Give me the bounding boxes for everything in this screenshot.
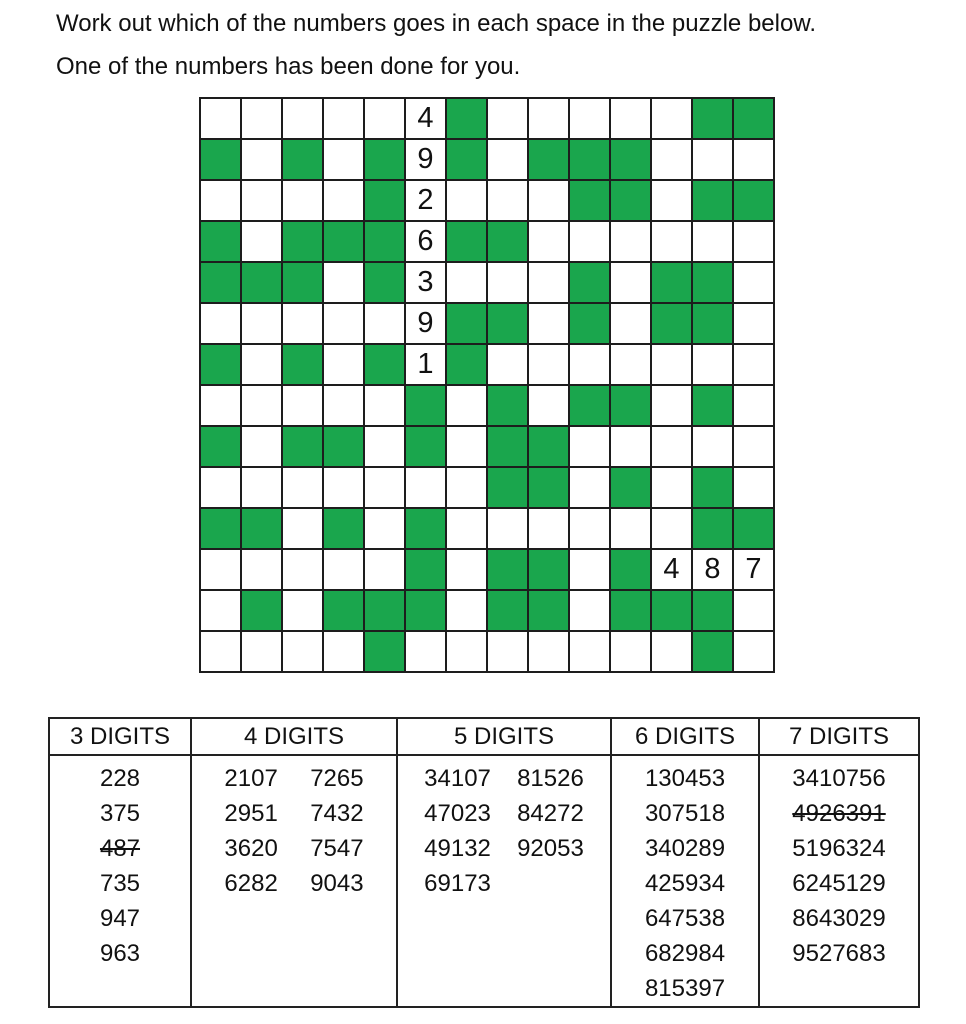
grid-cell-empty[interactable] — [487, 98, 528, 139]
grid-cell-empty[interactable] — [282, 303, 323, 344]
grid-cell-blocked — [528, 590, 569, 631]
bank-number: 375 — [99, 800, 141, 827]
grid-cell-empty[interactable] — [487, 344, 528, 385]
grid-cell-blocked — [282, 344, 323, 385]
grid-cell-blocked — [323, 221, 364, 262]
bank-number: 47023 — [424, 800, 491, 827]
grid-cell-blocked — [692, 303, 733, 344]
grid-cell-empty[interactable] — [569, 631, 610, 672]
grid-cell-empty[interactable] — [569, 98, 610, 139]
grid-cell-empty[interactable] — [446, 426, 487, 467]
grid-cell-empty[interactable] — [200, 631, 241, 672]
grid-cell-empty[interactable] — [323, 467, 364, 508]
grid-cell-blocked — [610, 467, 651, 508]
grid-cell-blocked — [282, 221, 323, 262]
grid-cell-empty[interactable] — [528, 631, 569, 672]
grid-cell-blocked — [364, 221, 405, 262]
grid-cell-empty[interactable] — [200, 467, 241, 508]
grid-cell-empty[interactable] — [241, 180, 282, 221]
grid-cell-prefilled: 9 — [405, 303, 446, 344]
grid-cell-empty[interactable] — [692, 426, 733, 467]
grid-cell-empty[interactable] — [569, 221, 610, 262]
bank-number: 2951 — [224, 800, 278, 827]
grid-cell-empty[interactable] — [528, 262, 569, 303]
grid-cell-empty[interactable] — [241, 221, 282, 262]
grid-cell-empty[interactable] — [282, 98, 323, 139]
grid-cell-empty[interactable] — [282, 590, 323, 631]
bank-number: 647538 — [644, 905, 726, 932]
bank-number: 3620 — [224, 835, 278, 862]
grid-cell-empty[interactable] — [733, 262, 774, 303]
grid-cell-blocked — [405, 590, 446, 631]
grid-cell-blocked — [487, 467, 528, 508]
grid-cell-empty[interactable] — [528, 221, 569, 262]
grid-cell-empty[interactable] — [733, 467, 774, 508]
grid-cell-blocked — [241, 590, 282, 631]
bank-number: 963 — [99, 940, 141, 967]
grid-cell-blocked — [405, 426, 446, 467]
bank-number: 7547 — [310, 835, 364, 862]
grid-cell-empty[interactable] — [651, 631, 692, 672]
grid-cell-prefilled: 7 — [733, 549, 774, 590]
bank-column-4-digits — [191, 718, 397, 1007]
grid-cell-empty[interactable] — [241, 549, 282, 590]
grid-cell-empty[interactable] — [651, 508, 692, 549]
grid-cell-empty[interactable] — [528, 344, 569, 385]
grid-cell-prefilled: 8 — [692, 549, 733, 590]
bank-number: 69173 — [424, 870, 491, 897]
grid-cell-blocked — [200, 139, 241, 180]
bank-number: 9043 — [310, 870, 364, 897]
bank-number: 682984 — [644, 940, 726, 967]
bank-column-header: 4 DIGITS — [192, 719, 396, 756]
grid-cell-prefilled: 3 — [405, 262, 446, 303]
grid-cell-prefilled: 1 — [405, 344, 446, 385]
bank-number: 7265 — [310, 765, 364, 792]
bank-number: 425934 — [644, 870, 726, 897]
bank-number: 84272 — [517, 800, 584, 827]
bank-number-struck: 4926391 — [792, 800, 886, 827]
grid-cell-empty[interactable] — [323, 303, 364, 344]
puzzle-grid — [199, 97, 775, 673]
grid-cell-blocked — [487, 590, 528, 631]
grid-cell-blocked — [692, 508, 733, 549]
grid-cell-prefilled: 2 — [405, 180, 446, 221]
grid-cell-blocked — [569, 139, 610, 180]
bank-number: 92053 — [517, 835, 584, 862]
grid-cell-blocked — [528, 139, 569, 180]
grid-cell-empty[interactable] — [364, 549, 405, 590]
grid-cell-empty[interactable] — [241, 139, 282, 180]
grid-cell-blocked — [446, 139, 487, 180]
instruction-line-1: Work out which of the numbers goes in each space in the puzzle below. — [56, 10, 816, 37]
grid-cell-blocked — [733, 98, 774, 139]
bank-number-list — [100, 761, 140, 971]
grid-cell-blocked — [610, 385, 651, 426]
bank-number: 2107 — [224, 765, 278, 792]
grid-cell-empty[interactable] — [487, 139, 528, 180]
grid-cell-blocked — [446, 344, 487, 385]
grid-cell-empty[interactable] — [282, 385, 323, 426]
grid-cell-empty[interactable] — [651, 344, 692, 385]
grid-cell-blocked — [323, 590, 364, 631]
grid-cell-empty[interactable] — [651, 139, 692, 180]
bank-column-header: 6 DIGITS — [612, 719, 758, 756]
grid-cell-empty[interactable] — [528, 180, 569, 221]
grid-cell-blocked — [651, 590, 692, 631]
grid-cell-blocked — [610, 549, 651, 590]
bank-column-body — [398, 756, 610, 901]
grid-cell-empty[interactable] — [364, 98, 405, 139]
grid-cell-empty[interactable] — [282, 631, 323, 672]
grid-cell-empty[interactable] — [323, 98, 364, 139]
bank-number: 81526 — [517, 765, 584, 792]
grid-cell-empty[interactable] — [200, 98, 241, 139]
grid-cell-empty[interactable] — [323, 631, 364, 672]
grid-cell-empty[interactable] — [528, 508, 569, 549]
number-bank-table — [48, 717, 920, 1008]
grid-cell-blocked — [323, 508, 364, 549]
grid-cell-empty[interactable] — [364, 508, 405, 549]
grid-cell-blocked — [569, 180, 610, 221]
grid-cell-empty[interactable] — [733, 344, 774, 385]
grid-cell-empty[interactable] — [200, 590, 241, 631]
grid-cell-empty[interactable] — [610, 508, 651, 549]
bank-number: 815397 — [644, 975, 726, 1002]
grid-cell-empty[interactable] — [651, 426, 692, 467]
grid-cell-empty[interactable] — [610, 221, 651, 262]
bank-number: 130453 — [644, 765, 726, 792]
grid-cell-empty[interactable] — [487, 508, 528, 549]
grid-cell-blocked — [200, 262, 241, 303]
grid-cell-blocked — [610, 590, 651, 631]
grid-cell-empty[interactable] — [446, 262, 487, 303]
grid-cell-empty[interactable] — [692, 221, 733, 262]
grid-cell-empty[interactable] — [651, 221, 692, 262]
grid-cell-blocked — [364, 631, 405, 672]
grid-cell-empty[interactable] — [364, 426, 405, 467]
grid-cell-empty[interactable] — [241, 426, 282, 467]
bank-column-body — [192, 756, 396, 901]
grid-cell-empty[interactable] — [282, 508, 323, 549]
grid-cell-blocked — [487, 426, 528, 467]
grid-cell-empty[interactable] — [241, 303, 282, 344]
bank-number-list — [424, 761, 491, 901]
bank-column-3-digits — [49, 718, 191, 1007]
grid-cell-blocked — [364, 262, 405, 303]
grid-cell-empty[interactable] — [241, 98, 282, 139]
grid-cell-empty[interactable] — [487, 262, 528, 303]
grid-cell-blocked — [446, 221, 487, 262]
grid-cell-empty[interactable] — [569, 590, 610, 631]
grid-cell-empty[interactable] — [200, 549, 241, 590]
grid-cell-empty[interactable] — [569, 549, 610, 590]
grid-cell-empty[interactable] — [446, 180, 487, 221]
grid-cell-empty[interactable] — [610, 303, 651, 344]
grid-cell-blocked — [200, 221, 241, 262]
grid-cell-blocked — [487, 221, 528, 262]
grid-cell-empty[interactable] — [446, 508, 487, 549]
bank-column-6-digits — [611, 718, 759, 1007]
grid-cell-blocked — [200, 344, 241, 385]
bank-number: 6282 — [224, 870, 278, 897]
bank-number: 228 — [99, 765, 141, 792]
bank-column-header: 3 DIGITS — [50, 719, 190, 756]
grid-cell-prefilled: 6 — [405, 221, 446, 262]
bank-number: 735 — [99, 870, 141, 897]
grid-cell-empty[interactable] — [446, 385, 487, 426]
grid-cell-blocked — [733, 508, 774, 549]
grid-cell-empty[interactable] — [241, 467, 282, 508]
bank-number: 49132 — [424, 835, 491, 862]
grid-cell-empty[interactable] — [405, 631, 446, 672]
grid-cell-empty[interactable] — [323, 385, 364, 426]
bank-number: 6245129 — [792, 870, 886, 897]
grid-cell-prefilled: 9 — [405, 139, 446, 180]
grid-cell-empty[interactable] — [241, 631, 282, 672]
grid-cell-blocked — [323, 426, 364, 467]
grid-cell-empty[interactable] — [569, 344, 610, 385]
bank-number: 307518 — [644, 800, 726, 827]
grid-cell-empty[interactable] — [651, 467, 692, 508]
grid-cell-empty[interactable] — [733, 221, 774, 262]
grid-cell-blocked — [446, 98, 487, 139]
grid-cell-empty[interactable] — [692, 344, 733, 385]
bank-column-body — [760, 756, 918, 971]
grid-cell-blocked — [610, 180, 651, 221]
grid-cell-empty[interactable] — [446, 631, 487, 672]
grid-cell-empty[interactable] — [446, 549, 487, 590]
grid-cell-prefilled: 4 — [651, 549, 692, 590]
bank-number-list — [224, 761, 277, 901]
grid-cell-empty[interactable] — [610, 98, 651, 139]
grid-cell-blocked — [200, 426, 241, 467]
grid-cell-blocked — [528, 467, 569, 508]
grid-cell-empty[interactable] — [487, 631, 528, 672]
grid-cell-blocked — [282, 262, 323, 303]
grid-cell-blocked — [241, 508, 282, 549]
grid-cell-empty[interactable] — [323, 180, 364, 221]
grid-cell-empty[interactable] — [323, 139, 364, 180]
bank-number-struck: 487 — [99, 835, 141, 862]
grid-cell-empty[interactable] — [364, 385, 405, 426]
bank-column-body — [612, 756, 758, 1006]
grid-cell-empty[interactable] — [405, 467, 446, 508]
grid-cell-empty[interactable] — [528, 303, 569, 344]
grid-cell-empty[interactable] — [651, 98, 692, 139]
grid-cell-empty[interactable] — [569, 508, 610, 549]
bank-column-7-digits — [759, 718, 919, 1007]
grid-cell-empty[interactable] — [282, 180, 323, 221]
grid-cell-prefilled: 4 — [405, 98, 446, 139]
grid-cell-blocked — [569, 385, 610, 426]
grid-cell-empty[interactable] — [569, 467, 610, 508]
bank-number: 7432 — [310, 800, 364, 827]
grid-cell-empty[interactable] — [528, 98, 569, 139]
grid-cell-blocked — [692, 98, 733, 139]
grid-cell-blocked — [487, 303, 528, 344]
grid-cell-blocked — [282, 139, 323, 180]
grid-cell-empty[interactable] — [569, 426, 610, 467]
grid-cell-empty[interactable] — [323, 262, 364, 303]
grid-cell-blocked — [692, 467, 733, 508]
grid-cell-blocked — [528, 426, 569, 467]
grid-cell-blocked — [241, 262, 282, 303]
grid-cell-empty[interactable] — [241, 344, 282, 385]
bank-number: 5196324 — [792, 835, 886, 862]
bank-number: 3410756 — [792, 765, 886, 792]
grid-cell-empty[interactable] — [282, 467, 323, 508]
bank-number-list — [792, 761, 885, 971]
grid-cell-blocked — [282, 426, 323, 467]
grid-cell-empty[interactable] — [733, 631, 774, 672]
instruction-line-2: One of the numbers has been done for you. — [56, 53, 521, 80]
bank-number: 34107 — [424, 765, 491, 792]
grid-cell-empty[interactable] — [323, 344, 364, 385]
bank-number: 8643029 — [792, 905, 886, 932]
grid-cell-empty[interactable] — [446, 590, 487, 631]
grid-cell-blocked — [405, 508, 446, 549]
bank-number-list — [645, 761, 725, 1006]
grid-cell-empty[interactable] — [241, 385, 282, 426]
grid-cell-blocked — [528, 549, 569, 590]
bank-number: 947 — [99, 905, 141, 932]
instructions — [56, 2, 936, 88]
grid-cell-blocked — [200, 508, 241, 549]
grid-cell-empty[interactable] — [282, 549, 323, 590]
grid-cell-empty[interactable] — [733, 139, 774, 180]
grid-cell-empty[interactable] — [733, 590, 774, 631]
grid-cell-blocked — [651, 262, 692, 303]
grid-cell-empty[interactable] — [364, 467, 405, 508]
grid-cell-empty[interactable] — [487, 180, 528, 221]
grid-cell-blocked — [487, 549, 528, 590]
grid-cell-empty[interactable] — [200, 385, 241, 426]
grid-cell-blocked — [364, 139, 405, 180]
grid-cell-blocked — [651, 303, 692, 344]
grid-cell-empty[interactable] — [610, 631, 651, 672]
grid-cell-blocked — [569, 303, 610, 344]
grid-cell-empty[interactable] — [200, 303, 241, 344]
grid-cell-blocked — [610, 139, 651, 180]
bank-number: 340289 — [644, 835, 726, 862]
grid-cell-blocked — [446, 303, 487, 344]
grid-cell-blocked — [487, 385, 528, 426]
grid-cell-empty[interactable] — [692, 139, 733, 180]
grid-cell-empty[interactable] — [733, 385, 774, 426]
grid-cell-empty[interactable] — [610, 262, 651, 303]
bank-number-list — [310, 761, 363, 901]
grid-cell-blocked — [364, 344, 405, 385]
bank-column-body — [50, 756, 190, 971]
grid-cell-blocked — [569, 262, 610, 303]
grid-cell-blocked — [692, 180, 733, 221]
grid-cell-blocked — [692, 385, 733, 426]
grid-cell-empty[interactable] — [610, 344, 651, 385]
bank-number-list — [517, 761, 584, 901]
grid-cell-blocked — [364, 590, 405, 631]
grid-cell-empty[interactable] — [200, 180, 241, 221]
grid-cell-blocked — [692, 631, 733, 672]
grid-cell-blocked — [692, 262, 733, 303]
grid-cell-empty[interactable] — [651, 385, 692, 426]
grid-cell-empty[interactable] — [528, 385, 569, 426]
grid-cell-empty[interactable] — [733, 303, 774, 344]
bank-number: 9527683 — [792, 940, 886, 967]
grid-cell-empty[interactable] — [446, 467, 487, 508]
grid-cell-empty[interactable] — [651, 180, 692, 221]
bank-column-header: 5 DIGITS — [398, 719, 610, 756]
bank-column-5-digits — [397, 718, 611, 1007]
grid-cell-blocked — [364, 180, 405, 221]
bank-column-header: 7 DIGITS — [760, 719, 918, 756]
grid-cell-blocked — [733, 180, 774, 221]
grid-cell-empty[interactable] — [733, 426, 774, 467]
grid-cell-empty[interactable] — [364, 303, 405, 344]
grid-cell-empty[interactable] — [323, 549, 364, 590]
grid-cell-empty[interactable] — [610, 426, 651, 467]
grid-cell-blocked — [405, 385, 446, 426]
grid-cell-blocked — [405, 549, 446, 590]
grid-cell-blocked — [692, 590, 733, 631]
